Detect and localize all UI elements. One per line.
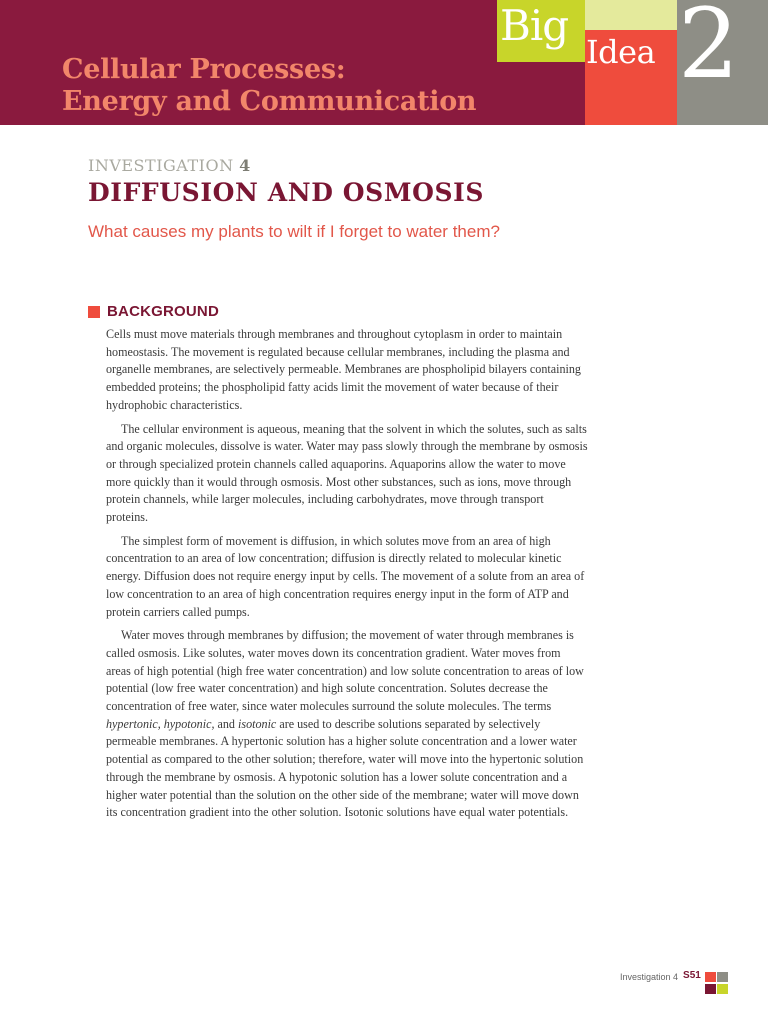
paragraph-3: The simplest form of movement is diffusion, in which solutes move from an area of high concentration to an area of low concentration; diffusion is directly related to molecular kinetic energy. Diffusion does not require energy input by cells. The movement of a solute from an area of low concentration to an area of high concentration requires energy input in the form of ATP and protein carriers called pumps. [106,533,585,619]
page-footer [620,969,729,997]
footer-square-coral [705,972,716,982]
paragraph-4-part-b: and [214,716,238,731]
badge-idea-word: Idea [586,33,656,71]
footer-square-gray [717,972,728,982]
footer-squares-icon [705,969,729,997]
paragraph-1: Cells must move materials through membranes and throughout cytoplasm in order to maintain homeostasis. The movement is regulated because cellular membranes, including the plasma and organelle membranes, are selectively permeable. Membranes are phospholipid bilayers containing embedded proteins; the phospholipid fatty acids limit the movement of water because of their hydrophobic characteristics. [106,327,581,412]
background-heading-text: BACKGROUND [107,303,219,320]
term-isotonic: isotonic [238,716,277,731]
unit-title [62,54,476,118]
paragraph-4-part-a: Water moves through membranes by diffusion; the movement of water through membranes is called osmosis. Like solutes, water moves down its concentration gradient. Water moves from areas of high potential (high free water concentration) and low solute concentration to areas of low potential (low free water concentration) and high solute concentration. Solutes decrease the concentration of free water, since water molecules surround the solute molecules. The terms [106,628,584,714]
paragraph-4 [106,627,588,822]
background-heading [88,303,219,321]
investigation-title: DIFFUSION AND OSMOSIS [88,178,485,207]
badge-lightlime-block [585,0,677,30]
badge-big-word: Big [500,1,569,50]
term-hypertonic-hypotonic: hypertonic, hypotonic, [106,716,215,731]
unit-title-line1: Cellular Processes: [62,54,346,85]
section-square-icon [88,306,100,318]
footer-label: Investigation 4 [620,972,679,982]
footer-square-maroon [705,984,716,994]
paragraph-2: The cellular environment is aqueous, meaning that the solvent in which the solutes, such as salts and organic molecules, dissolve is water. Water may pass slowly through the membrane by osmosis or through specialized protein channels called aquaporins. Aquaporins allow the water to move more quickly than it would through osmosis. Most other substances, such as ions, move through protein channels, while larger molecules, including carbohydrates, move through transport proteins. [106,421,588,525]
paragraph-4-part-c: are used to describe solutions separated by selectively permeable membranes. A hypertonic solution has a higher solute concentration and a lower water potential as compared to the other solution; therefore, water will move into the hypertonic solution through the membrane by osmosis. A hypotonic solution has a lower solute concentration and a higher water potential than the solution on the other side of the membrane; water will move down its concentration gradient into the other solution. Isotonic solutions have equal water potentials. [106,716,584,820]
badge-idea-number: 2 [678,0,740,100]
page-number: S51 [683,970,701,981]
unit-title-line2: Energy and Communication [62,86,477,117]
guiding-question: What causes my plants to wilt if I forget to water them? [88,222,500,241]
background-body [106,326,588,828]
investigation-label-text: INVESTIGATION [88,156,234,175]
investigation-number: 4 [239,156,251,175]
investigation-label [88,156,251,176]
footer-square-lime [717,984,728,994]
